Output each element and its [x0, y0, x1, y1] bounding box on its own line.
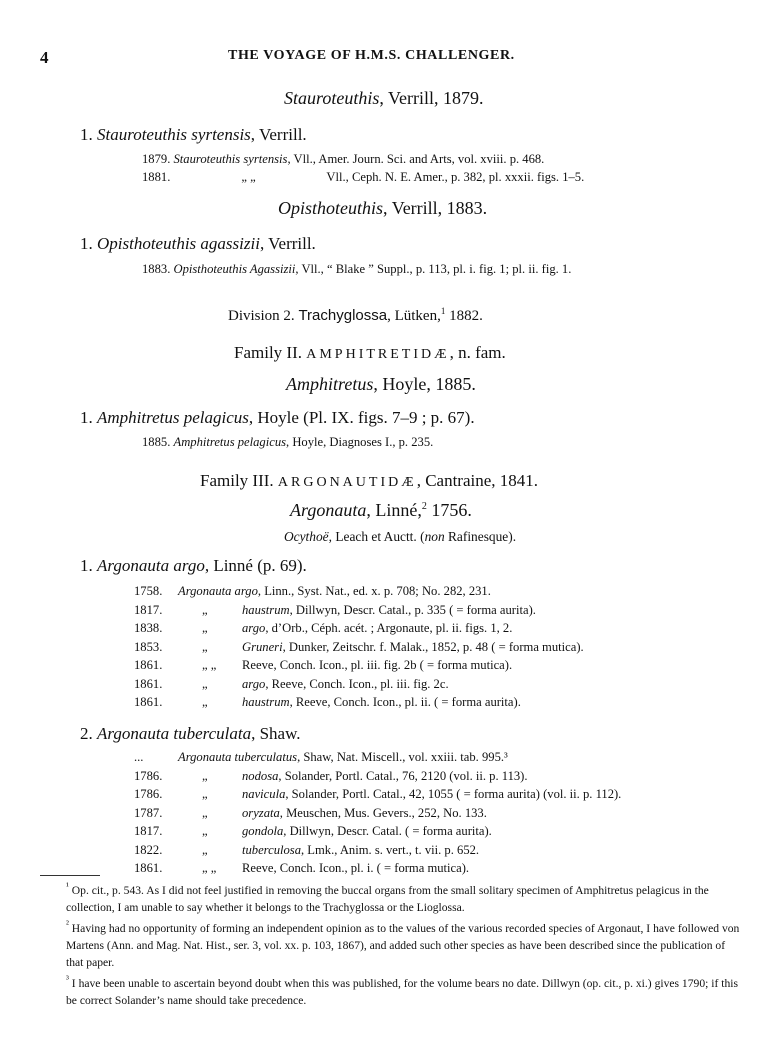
synonym-reference: Reeve, Conch. Icon., pl. iii. fig. 2b ( = forma mutica).: [242, 658, 513, 672]
synonym-name: gondola: [242, 824, 284, 838]
footnote: [40, 878, 740, 916]
synonym-entry: [134, 843, 479, 858]
species-number: 1.: [80, 408, 93, 427]
ditto-marks: „: [202, 621, 208, 635]
family-name: ARGONAUTIDÆ: [277, 475, 417, 490]
synonym-year: 1881.: [142, 170, 171, 184]
ditto-marks: „ „: [202, 658, 217, 672]
genus-author: , Verrill, 1883.: [383, 198, 488, 218]
synonym-entry: [134, 861, 469, 876]
species-heading: [80, 556, 307, 576]
genus-year: 1756.: [426, 500, 472, 520]
synonym-entry: [134, 677, 449, 692]
synonym-entry: [142, 152, 544, 167]
footnote-mark: ¹: [66, 881, 69, 892]
synonym-reference: , Reeve, Conch. Icon., pl. iii. fig. 2c.: [265, 676, 449, 691]
genus-heading: [290, 500, 472, 521]
synonym-year: 1838.: [134, 621, 163, 635]
synonym-entry: [142, 170, 584, 185]
synonym-entry: [134, 695, 521, 710]
footnote: [40, 916, 740, 971]
synonym-name: oryzata: [242, 805, 280, 820]
synonym-reference: , Lmk., Anim. s. vert., t. vii. p. 652.: [301, 842, 480, 857]
division-name: Trachyglossa: [298, 307, 388, 324]
family-heading: [200, 471, 538, 491]
synonym-reference: , Solander, Portl. Catal., 76, 2120 (vol. ii. p. 113).: [278, 768, 528, 783]
synonym-reference: , Solander, Portl. Catal., 42, 1055 ( = forma aurita) (vol. ii. p. 112).: [285, 787, 622, 801]
species-name: Amphitretus pelagicus: [97, 408, 249, 427]
footnote-text: Op. cit., p. 543. As I did not feel justified in removing the buccal organs from the small solitary specimen of Amphitretus pelagicus in the collection, I am unable to say whether it belongs to the Trachyglossa or the Lioglossa.: [66, 883, 709, 914]
synonym-entry: [134, 621, 512, 636]
footnote-divider: [40, 875, 100, 876]
synonym-reference: , Dillwyn, Descr. Catal., p. 335 ( = forma aurita).: [289, 602, 536, 617]
species-author: , Shaw.: [251, 724, 301, 743]
division-prefix: Division 2.: [228, 308, 295, 324]
synonym-name: argo: [242, 676, 266, 691]
synonym-entry: [134, 769, 528, 784]
species-number: 2.: [80, 724, 93, 743]
species-heading: [80, 234, 316, 254]
alt-genus-name: Ocythoë: [284, 529, 329, 544]
genus-name: Amphitretus: [286, 374, 374, 394]
species-author: , Hoyle (Pl. IX. figs. 7–9 ; p. 67).: [248, 408, 475, 427]
synonym-entry: [134, 787, 621, 802]
species-name: Argonauta tuberculata: [97, 724, 252, 743]
synonym-year: 1817.: [134, 602, 163, 617]
synonym-entry: [134, 824, 492, 839]
synonym-year: 1861.: [134, 658, 163, 672]
synonym-reference: , Vll., Amer. Journ. Sci. and Arts, vol. xviii. p. 468.: [287, 152, 545, 166]
genus-heading: [278, 198, 487, 219]
synonym-entry: [134, 750, 508, 765]
synonym-year: 1861.: [134, 861, 163, 875]
family-prefix: Family III.: [200, 471, 274, 490]
species-name: Opisthoteuthis agassizii: [97, 234, 260, 253]
family-prefix: Family II.: [234, 343, 302, 362]
synonym-year: 1879.: [142, 152, 171, 166]
synonym-year: 1786.: [134, 768, 163, 783]
synonym-name: navicula: [242, 787, 286, 801]
synonym-entry: [134, 603, 536, 618]
genus-name: Argonauta: [290, 500, 367, 520]
synonym-entry: [134, 584, 491, 599]
footnotes: [40, 878, 740, 1009]
division-year: 1882.: [445, 308, 483, 324]
synonym-reference: , Hoyle, Diagnoses I., p. 235.: [286, 435, 434, 449]
species-number: 1.: [80, 125, 93, 144]
ditto-marks: „: [202, 639, 208, 654]
ditto-marks: „: [202, 787, 208, 801]
synonym-name: tuberculosa: [242, 842, 301, 857]
footnote: [40, 971, 740, 1009]
synonym-name: Argonauta argo: [178, 584, 258, 598]
ditto-marks: „: [202, 768, 208, 783]
alt-genus-authority: , Leach et Auctt. (: [328, 529, 425, 544]
synonym-reference: , Reeve, Conch. Icon., pl. ii. ( = forma aurita).: [289, 695, 521, 709]
genus-heading: [284, 88, 484, 109]
ditto-marks: „ „: [202, 861, 217, 875]
species-author: , Verrill.: [250, 125, 307, 144]
synonym-entry: [134, 640, 584, 655]
synonym-name: haustrum: [242, 695, 290, 709]
synonym-year: 1861.: [134, 695, 163, 709]
genus-synonym: [284, 529, 516, 545]
ditto-marks: „: [202, 602, 208, 617]
genus-name: Opisthoteuthis: [278, 198, 384, 218]
synonym-name: argo: [242, 621, 266, 635]
footnote-mark: ²: [66, 918, 69, 930]
non-word: non: [424, 529, 445, 544]
synonym-name: haustrum: [242, 602, 290, 617]
ditto-marks: „: [202, 695, 208, 709]
synonym-name: Amphitretus pelagicus: [173, 435, 287, 449]
division-author: , Lütken,: [387, 308, 441, 324]
synonym-reference: Reeve, Conch. Icon., pl. i. ( = forma mutica).: [242, 861, 470, 875]
synonym-entry: [142, 435, 433, 450]
species-number: 1.: [80, 556, 93, 575]
genus-name: Stauroteuthis: [284, 88, 380, 108]
ditto-marks: „ „: [241, 170, 256, 184]
footnote-mark: 1: [440, 306, 446, 316]
synonym-reference: Vll., Ceph. N. E. Amer., p. 382, pl. xxxii. figs. 1–5.: [326, 170, 585, 184]
synonym-reference: , Vll., “ Blake ” Suppl., p. 113, pl. i. fig. 1; pl. ii. fig. 1.: [295, 262, 572, 276]
genus-author: , Verrill, 1879.: [379, 88, 484, 108]
synonym-reference: , Dunker, Zeitschr. f. Malak., 1852, p. 48 ( = forma mutica).: [282, 639, 584, 654]
synonym-year: 1786.: [134, 787, 163, 801]
footnote-text: Having had no opportunity of forming an independent opinion as to the values of the various recorded species of Argonaut, I have followed von Martens (Ann. and Mag. Nat. Hist., ser. 3, vol. xx. p. 103, 1867), and added such other species as have been described since the publication of that paper.: [66, 921, 740, 969]
species-author: , Verrill.: [259, 234, 316, 253]
footnote-mark: ³: [66, 973, 69, 985]
genus-author: , Linné,: [366, 500, 422, 520]
synonym-entry: [142, 262, 571, 277]
species-heading: [80, 408, 475, 428]
ditto-marks: „: [202, 676, 208, 691]
synonym-entry: [134, 806, 487, 821]
synonym-year: 1817.: [134, 824, 163, 838]
synonym-name: Opisthoteuthis Agassizii: [173, 262, 296, 276]
genus-author: , Hoyle, 1885.: [373, 374, 476, 394]
family-heading: [234, 343, 506, 363]
synonym-year: 1758.: [134, 584, 163, 598]
page-number: 4: [40, 48, 49, 67]
species-heading: [80, 125, 307, 145]
synonym-reference: , Dillwyn, Descr. Catal. ( = forma aurita).: [283, 824, 492, 838]
synonym-reference: , d’Orb., Céph. acét. ; Argonaute, pl. ii. figs. 1, 2.: [265, 621, 513, 635]
footnote-text: I have been unable to ascertain beyond doubt when this was published, for the volume bears no date. Dillwyn (op. cit., p. xi.) gives 1790; if this be correct Solander’s name should take precedence.: [66, 976, 738, 1007]
synonym-year: 1861.: [134, 676, 163, 691]
alt-genus-end: Rafinesque).: [444, 529, 517, 544]
synonym-year: 1787.: [134, 805, 163, 820]
synonym-name: Gruneri: [242, 639, 283, 654]
ditto-marks: „: [202, 824, 208, 838]
division-heading: [228, 306, 483, 325]
species-heading: [80, 724, 301, 744]
family-name: AMPHITRETIDÆ: [306, 347, 450, 362]
ditto-marks: „: [202, 805, 208, 820]
family-suffix: , Cantraine, 1841.: [416, 471, 539, 490]
synonym-entry: [134, 658, 512, 673]
genus-heading: [286, 374, 476, 395]
species-name: Stauroteuthis syrtensis: [97, 125, 251, 144]
synonym-name: Argonauta tuberculatus: [178, 750, 298, 764]
synonym-name: nodosa: [242, 768, 279, 783]
running-title: THE VOYAGE OF H.M.S. CHALLENGER.: [228, 48, 515, 63]
synonym-year: 1885.: [142, 435, 171, 449]
footnote-mark: 2: [421, 501, 427, 512]
synonym-year: 1883.: [142, 262, 171, 276]
synonym-name: Stauroteuthis syrtensis: [173, 152, 288, 166]
ditto-marks: „: [202, 842, 208, 857]
synonym-year: ...: [134, 750, 144, 764]
synonym-reference: , Shaw, Nat. Miscell., vol. xxiii. tab. 995.³: [297, 750, 508, 764]
family-suffix: , n. fam.: [449, 343, 506, 362]
species-author: , Linné (p. 69).: [204, 556, 307, 575]
species-number: 1.: [80, 234, 93, 253]
species-name: Argonauta argo: [97, 556, 205, 575]
synonym-reference: , Linn., Syst. Nat., ed. x. p. 708; No. 282, 231.: [257, 584, 491, 598]
synonym-year: 1853.: [134, 639, 163, 654]
synonym-year: 1822.: [134, 842, 163, 857]
synonym-reference: , Meuschen, Mus. Gevers., 252, No. 133.: [279, 805, 487, 820]
